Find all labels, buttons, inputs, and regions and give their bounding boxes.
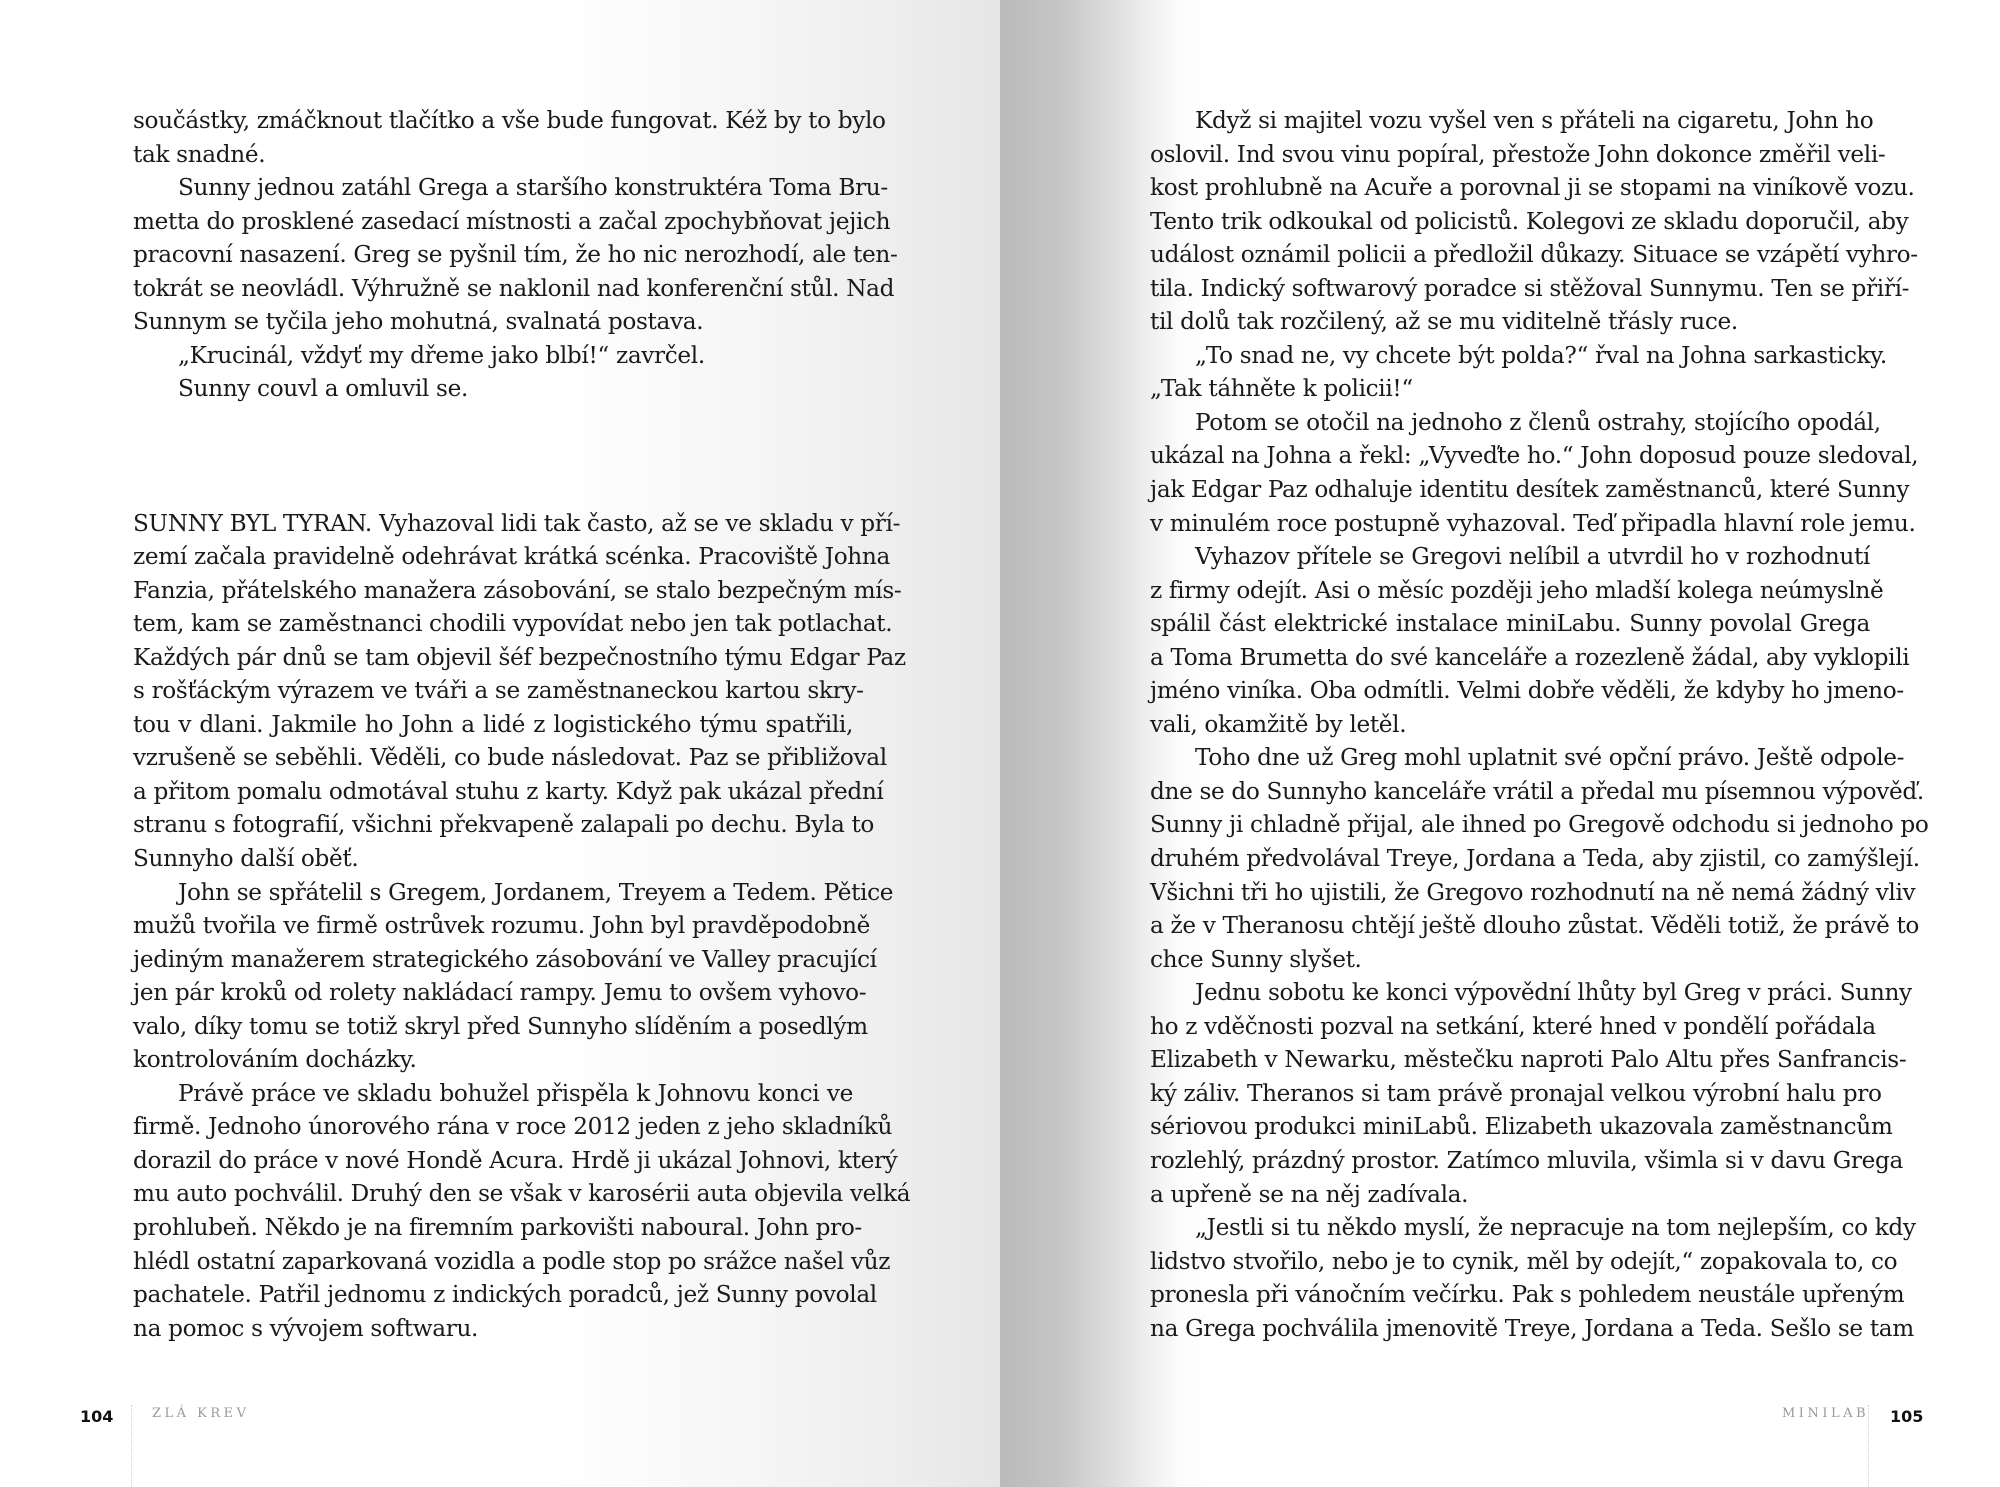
text-line: ký záliv. Theranos si tam právě pronajal velkou výrobní halu pro — [1150, 1079, 1882, 1107]
text-line: „To snad ne, vy chcete být polda?“ řval na Johna sarkasticky. — [1195, 341, 1887, 369]
text-line: Jednu sobotu ke konci výpovědní lhůty byl Greg v práci. Sunny — [1195, 979, 1912, 1007]
text-line: hlédl ostatní zaparkovaná vozidla a podle stop po srážce našel vůz — [133, 1247, 891, 1275]
text-line: vzrušeně se seběhli. Věděli, co bude následovat. Paz se přibližoval — [133, 744, 887, 772]
text-line: kontrolováním docházky. — [133, 1046, 417, 1074]
left-page-number: 104 — [80, 1407, 114, 1426]
text-line: lidstvo stvořilo, nebo je to cynik, měl by odejít,“ zopakovala to, co — [1150, 1247, 1898, 1275]
text-line: stranu s fotografií, všichni překvapeně zalapali po dechu. Byla to — [133, 811, 875, 839]
text-line: John se spřátelil s Gregem, Jordanem, Treyem a Tedem. Pětice — [178, 878, 894, 906]
text-line: tokrát se neovládl. Výhružně se naklonil nad konferenční stůl. Nad — [133, 274, 895, 302]
text-line: zemí začala pravidelně odehrávat krátká scénka. Pracoviště Johna — [133, 543, 890, 571]
text-line: Sunny couvl a omluvil se. — [178, 375, 468, 403]
text-line: sériovou produkci miniLabů. Elizabeth ukazovala zaměstnancům — [1150, 1113, 1893, 1141]
text-line: Sunnym se tyčila jeho mohutná, svalnatá postava. — [133, 308, 704, 336]
text-line: ho z vděčnosti pozval na setkání, které hned v pondělí pořádala — [1150, 1012, 1876, 1040]
text-line: jediným manažerem strategického zásobování ve Valley pracující — [133, 945, 877, 973]
left-footer-rule — [131, 1405, 132, 1487]
text-line: firmě. Jednoho únorového rána v roce 2012 jeden z jeho skladníků — [133, 1113, 893, 1141]
text-line: Tento trik odkoukal od policistů. Kolegovi ze skladu doporučil, aby — [1150, 207, 1909, 235]
text-line: SUNNY BYL TYRAN. Vyhazoval lidi tak často, až se ve skladu v pří- — [133, 509, 901, 537]
text-line: mu auto pochválil. Druhý den se však v karosérii auta objevila velká — [133, 1180, 911, 1208]
text-line: dorazil do práce v nové Hondě Acura. Hrdě ji ukázal Johnovi, který — [133, 1146, 898, 1174]
text-line: mužů tvořila ve firmě ostrůvek rozumu. John byl pravděpodobně — [133, 912, 870, 940]
text-line: oslovil. Ind svou vinu popíral, přestože John dokonce změřil veli- — [1150, 140, 1886, 168]
text-line: druhém předvolával Treye, Jordana a Teda, aby zjistil, co zamýšlejí. — [1150, 845, 1920, 873]
text-line: prohlubeň. Někdo je na firemním parkovišti naboural. John pro- — [133, 1214, 862, 1241]
text-line: pachatele. Patřil jednomu z indických poradců, jež Sunny povolal — [133, 1281, 877, 1309]
text-line: událost oznámil policii a předložil důkazy. Situace se vzápětí vyhro- — [1150, 241, 1918, 269]
section-break — [133, 406, 853, 507]
text-line: součástky, zmáčknout tlačítko a vše bude fungovat. Kéž by to bylo — [133, 107, 886, 134]
text-line: vali, okamžitě by letěl. — [1150, 710, 1407, 738]
text-line: spálil část elektrické instalace miniLabu. Sunny povolal Grega — [1150, 610, 1870, 638]
text-line: jméno viníka. Oba odmítli. Velmi dobře věděli, že kdyby ho jmeno- — [1150, 677, 1904, 705]
text-line: „Tak táhněte k policii!“ — [1150, 375, 1413, 403]
text-line: Sunny jednou zatáhl Grega a staršího konstruktéra Toma Bru- — [178, 174, 888, 202]
text-line: Právě práce ve skladu bohužel přispěla k Johnovu konci ve — [178, 1079, 853, 1107]
text-line: kost prohlubně na Acuře a porovnal ji se stopami na viníkově vozu. — [1150, 174, 1915, 202]
text-line: dne se do Sunnyho kanceláře vrátil a předal mu písemnou výpověď. — [1150, 777, 1924, 805]
text-line: z firmy odejít. Asi o měsíc později jeho mladší kolega neúmyslně — [1150, 576, 1884, 604]
text-line: „Jestli si tu někdo myslí, že nepracuje na tom nejlepším, co kdy — [1195, 1214, 1916, 1242]
text-line: pracovní nasazení. Greg se pyšnil tím, že ho nic nerozhodí, ale ten- — [133, 241, 898, 269]
text-line: metta do prosklené zasedací místnosti a začal zpochybňovat jejich — [133, 207, 891, 235]
text-line: tila. Indický softwarový poradce si stěžoval Sunnymu. Ten se přiří- — [1150, 274, 1910, 302]
text-line: a že v Theranosu chtějí ještě dlouho zůstat. Věděli totiž, že právě to — [1150, 912, 1920, 940]
left-running-head: ZLÁ KREV — [152, 1406, 250, 1421]
right-page-body — [1150, 104, 1929, 1345]
right-running-head: MINILAB — [1782, 1406, 1870, 1421]
text-line: pronesla při vánočním večírku. Pak s pohledem neustále upřeným — [1150, 1281, 1905, 1309]
text-line: chce Sunny slyšet. — [1150, 945, 1362, 973]
text-line: tou v dlani. Jakmile ho John a lidé z logistického týmu spatřili, — [133, 710, 853, 738]
right-page-number: 105 — [1890, 1407, 1924, 1426]
text-line: a Toma Brumetta do své kanceláře a rozezleně žádal, aby vyklopili — [1150, 643, 1910, 671]
text-line: Fanzia, přátelského manažera zásobování, se stalo bezpečným mís- — [133, 576, 902, 604]
text-line: til dolů tak rozčilený, až se mu viditelně třásly ruce. — [1150, 308, 1738, 336]
text-line: tak snadné. — [133, 140, 266, 168]
text-line: Každých pár dnů se tam objevil šéf bezpečnostního týmu Edgar Paz — [133, 643, 906, 671]
text-line: Všichni tři ho ujistili, že Gregovo rozhodnutí na ně nemá žádný vliv — [1150, 878, 1916, 906]
text-line: jak Edgar Paz odhaluje identitu desítek zaměstnanců, které Sunny — [1150, 476, 1910, 504]
text-line: Sunny ji chladně přijal, ale ihned po Gregově odchodu si jednoho po — [1150, 811, 1929, 839]
text-line: v minulém roce postupně vyhazoval. Teď připadla hlavní role jemu. — [1150, 509, 1916, 537]
left-page-body — [133, 104, 911, 1345]
text-line: na pomoc s vývojem softwaru. — [133, 1314, 479, 1342]
right-page — [1000, 0, 2000, 1487]
text-line: Sunnyho další oběť. — [133, 844, 359, 872]
text-line: tem, kam se zaměstnanci chodili vypovídat nebo jen tak potlachat. — [133, 610, 893, 638]
text-line: „Krucinál, vždyť my dřeme jako blbí!“ zavrčel. — [178, 341, 705, 369]
text-line: Elizabeth v Newarku, městečku naproti Palo Altu přes Sanfrancis- — [1150, 1046, 1907, 1074]
text-line: s rošťáckým výrazem ve tváři a se zaměstnaneckou kartou skry- — [133, 677, 864, 705]
text-line: Toho dne už Greg mohl uplatnit své opční právo. Ještě odpole- — [1195, 744, 1905, 772]
text-line: valo, díky tomu se totiž skryl před Sunnyho slíděním a posedlým — [133, 1012, 868, 1040]
text-line: ukázal na Johna a řekl: „Vyveďte ho.“ John doposud pouze sledoval, — [1150, 442, 1919, 470]
text-line: na Grega pochválila jmenovitě Treye, Jordana a Teda. Sešlo se tam — [1150, 1314, 1914, 1342]
text-line: Potom se otočil na jednoho z členů ostrahy, stojícího opodál, — [1195, 408, 1881, 436]
text-line: Když si majitel vozu vyšel ven s přáteli na cigaretu, John ho — [1195, 107, 1874, 134]
text-line: a přitom pomalu odmotával stuhu z karty. Když pak ukázal přední — [133, 777, 884, 805]
text-line: Vyhazov přítele se Gregovi nelíbil a utvrdil ho v rozhodnutí — [1195, 543, 1870, 571]
text-line: a upřeně se na něj zadívala. — [1150, 1180, 1469, 1208]
text-line: rozlehlý, prázdný prostor. Zatímco mluvila, všimla si v davu Grega — [1150, 1146, 1904, 1174]
text-line: jen pár kroků od rolety nakládací rampy. Jemu to ovšem vyhovo- — [133, 979, 867, 1007]
